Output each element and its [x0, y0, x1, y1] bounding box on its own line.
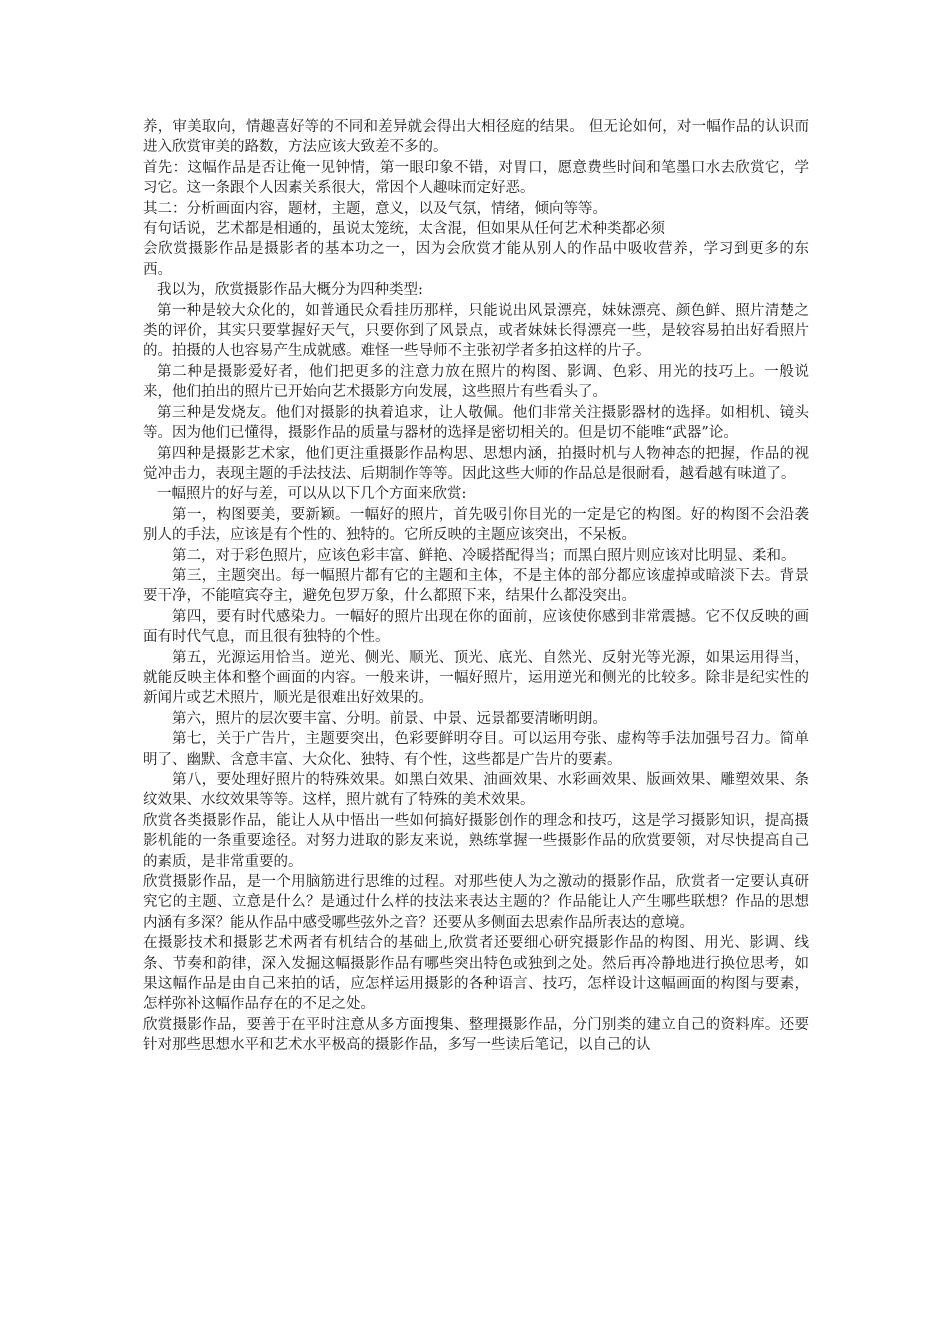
paragraph: 第三种是发烧友。他们对摄影的执着追求，让人敬佩。他们非常关注摄影器材的选择。如相机、镜头等。因为他们已懂得，摄影作品的质量与器材的选择是密切相关的。但是切不能唯“武器”论。 [143, 404, 809, 442]
paragraph: 欣赏摄影作品，是一个用脑筋进行思维的过程。对那些使人为之激动的摄影作品，欣赏者一定要认真研究它的主题、立意是什么？是通过什么样的技法来表达主题的？作品能让人产生哪些联想？作品的思想内涵有多深？能从作品中感受哪些弦外之音？还要从多侧面去思索作品所表达的意境。 [143, 874, 809, 931]
paragraph: 其二：分析画面内容，题材，主题，意义，以及气氛，情绪，倾向等等。 [143, 200, 607, 217]
paragraph: 第六，照片的层次要丰富、分明。前景、中景、远景都要清晰明朗。 [172, 710, 607, 727]
paragraph: 欣赏摄影作品，要善于在平时注意从多方面搜集、整理摄影作品，分门别类的建立自己的资料库。还要针对那些思想水平和艺术水平极高的摄影作品，多写一些读后笔记，以自己的认 [143, 1016, 809, 1054]
paragraph: 第一，构图要美，要新颖。一幅好的照片，首先吸引你目光的一定是它的构图。好的构图不会沿袭别人的手法，应该是有个性的、独特的。它所反映的主题应该突出，不呆板。 [143, 506, 809, 544]
paragraph: 一幅照片的好与差，可以从以下几个方面来欣赏: [157, 486, 467, 503]
paragraph: 在摄影技术和摄影艺术两者有机结合的基础上,欣赏者还要细心研究摄影作品的构图、用光、影调、线条、节奏和韵律，深入发掘这幅摄影作品有哪些突出特色或独到之处。然后再冷静地进行换位思考，如果这幅作品是由自己来拍的话，应怎样运用摄影的各种语言、技巧，怎样设计这幅画面的构图与要素，怎样弥补这幅作品存在的不足之处。 [143, 935, 809, 1013]
paragraph: 养，审美取向，情趣喜好等的不同和差异就会得出大相径庭的结果。 但无论如何，对一幅作品的认识而进入欣赏审美的路数，方法应该大致差不多的。 [143, 119, 809, 156]
paragraph: 第三，主题突出。每一幅照片都有它的主题和主体，不是主体的部分都应该虚掉或暗淡下去。背景要干净，不能喧宾夺主，避免包罗万象，什么都照下来，结果什么都没突出。 [143, 567, 809, 605]
paragraph: 欣赏各类摄影作品，能让人从中悟出一些如何搞好摄影创作的理念和技巧，这是学习摄影知识，提高摄影机能的一条重要途径。对努力进取的影友来说，熟练掌握一些摄影作品的欣赏要领，对尽快提高自己的素质，是非常重要的。 [143, 812, 809, 870]
paragraph: 第八，要处理好照片的特殊效果。如黑白效果、油画效果、水彩画效果、版画效果、雕塑效果、条纹效果、水纹效果等等。这样，照片就有了特殊的美术效果。 [143, 772, 809, 809]
paragraph: 有句话说，艺术都是相通的，虽说太笼统，太含混，但如果从任何艺术种类都必须 [143, 221, 665, 238]
document-body [143, 117, 809, 1056]
paragraph: 我以为，欣赏摄影作品大概分为四种类型: [157, 282, 423, 299]
paragraph: 第四，要有时代感染力。一幅好的照片出现在你的面前，应该使你感到非常震撼。它不仅反映的画面有时代气息，而且很有独特的个性。 [143, 608, 809, 646]
paragraph: 第四种是摄影艺术家，他们更注重摄影作品构思、思想内涵，拍摄时机与人物神态的把握，作品的视觉冲击力，表现主题的手法技法、后期制作等等。因此这些大师的作品总是很耐看，越看越有味道了。 [143, 445, 809, 482]
paragraph: 第二种是摄影爱好者，他们把更多的注意力放在照片的构图、影调、色彩、用光的技巧上。一般说来，他们拍出的照片已开始向艺术摄影方向发展，这些照片有些看头了。 [143, 363, 809, 401]
paragraph: 首先：这幅作品是否让俺一见钟情，第一眼印象不错，对胃口，愿意费些时间和笔墨口水去欣赏它，学习它。这一条跟个人因素关系很大，常因个人趣味而定好恶。 [143, 159, 809, 197]
paragraph: 会欣赏摄影作品是摄影者的基本功之一，因为会欣赏才能从别人的作品中吸收营养，学习到更多的东西。 [143, 241, 809, 278]
paragraph: 第一种是较大众化的，如普通民众看挂历那样，只能说出风景漂亮，妹妹漂亮、颜色鲜、照片清楚之类的评价，其实只要掌握好天气，只要你到了风景点，或者妹妹长得漂亮一些，是较容易拍出好看照片的。拍摄的人也容易产生成就感。难怪一些导师不主张初学者多拍这样的片子。 [143, 302, 809, 360]
paragraph: 第七，关于广告片，主题要突出，色彩要鲜明夺目。可以运用夸张、虚构等手法加强号召力。简单明了、幽默、含意丰富、大众化、独特、有个性，这些都是广告片的要素。 [143, 731, 809, 768]
paragraph: 第二，对于彩色照片，应该色彩丰富、鲜艳、冷暖搭配得当；而黑白照片则应该对比明显、柔和。 [172, 547, 796, 564]
paragraph: 第五，光源运用恰当。逆光、侧光、顺光、顶光、底光、自然光、反射光等光源，如果运用得当，就能反映主体和整个画面的内容。一般来讲，一幅好照片，运用逆光和侧光的比较多。除非是纪实性的新闻片或艺术照片，顺光是很难出好效果的。 [143, 649, 809, 707]
